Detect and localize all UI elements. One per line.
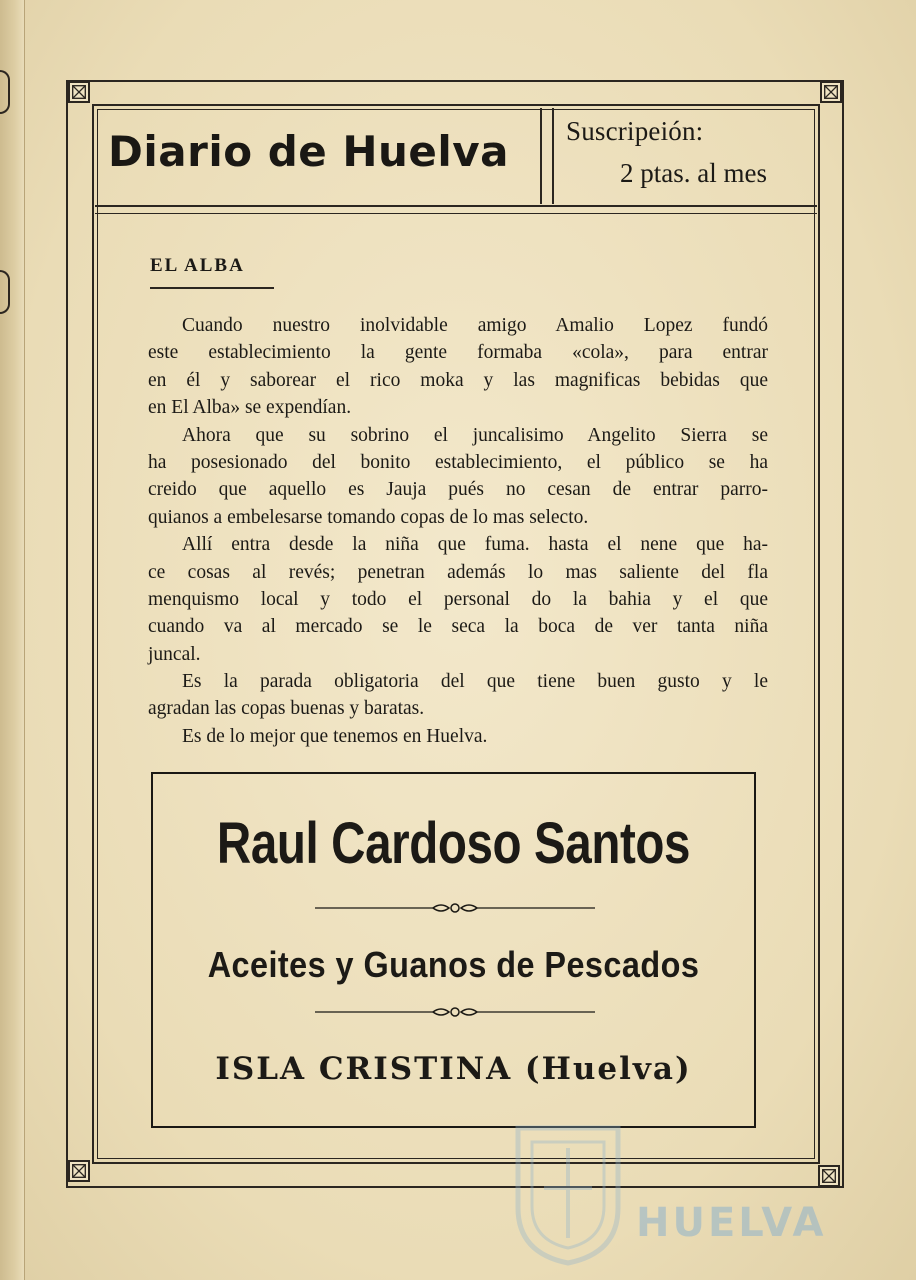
flourish-divider-icon <box>315 1005 595 1019</box>
article-body <box>148 312 768 750</box>
advert-location: ISLA CRISTINA (Huelva) <box>215 1051 692 1087</box>
article-line: menquismo local y todo el personal do la bahia y el que <box>148 588 768 610</box>
corner-ornament-icon <box>818 1165 840 1187</box>
subscription-price: 2 ptas. al mes <box>620 158 767 188</box>
article-line: en él y saborear el rico moka y las magnificas bebidas que <box>148 369 768 391</box>
article-line: agradan las copas buenas y baratas. <box>148 698 425 720</box>
corner-ornament-icon <box>68 81 90 103</box>
article-line: en El Alba» se expendían. <box>148 397 352 419</box>
article-line: Es de lo mejor que tenemos en Huelva. <box>182 725 488 747</box>
article-line: este establecimiento la gente formaba «cola», para entrar <box>148 342 768 364</box>
advert-trade: Aceites y Guanos de Pescados <box>207 944 700 985</box>
subscription-label: Suscripeión: <box>566 116 704 146</box>
archive-shield-watermark-icon <box>508 1118 628 1268</box>
flourish-divider-icon <box>315 901 595 915</box>
advert-business-name: Raul Cardoso Santos <box>216 811 691 876</box>
masthead-divider <box>540 108 554 204</box>
advertisement-box <box>151 772 756 1128</box>
masthead-rule <box>95 205 817 214</box>
article-line: Cuando nuestro inolvidable amigo Amalio Lopez fundó <box>182 315 768 336</box>
article-line: juncal. <box>148 643 201 665</box>
archive-watermark-text: HUELVA <box>636 1200 827 1246</box>
article-line: quianos a embelesarse tomando copas de lo mas selecto. <box>148 506 589 528</box>
corner-ornament-icon <box>820 81 842 103</box>
article-line: Es la parada obligatoria del que tiene buen gusto y le <box>182 671 768 693</box>
article-line: cuando va al mercado se le seca la boca de ver tanta niña <box>148 616 768 638</box>
article-line: ha posesionado del bonito establecimiento, el público se ha <box>148 451 768 473</box>
article-line: ce cosas al revés; penetran además lo mas saliente del fla <box>148 561 768 583</box>
article-line: Allí entra desde la niña que fuma. hasta el nene que ha- <box>182 534 768 556</box>
binding-mark <box>0 270 10 314</box>
heading-underline <box>150 287 274 289</box>
article-heading: EL ALBA <box>150 255 245 276</box>
book-spine <box>0 0 25 1280</box>
article-line: Ahora que su sobrino el juncalisimo Angelito Sierra se <box>182 424 768 446</box>
binding-mark <box>0 70 10 114</box>
article-line: creido que aquello es Jauja pués no cesan de entrar parro- <box>148 479 768 501</box>
masthead-title: Diario de Huelva <box>108 127 510 176</box>
corner-ornament-icon <box>68 1160 90 1182</box>
